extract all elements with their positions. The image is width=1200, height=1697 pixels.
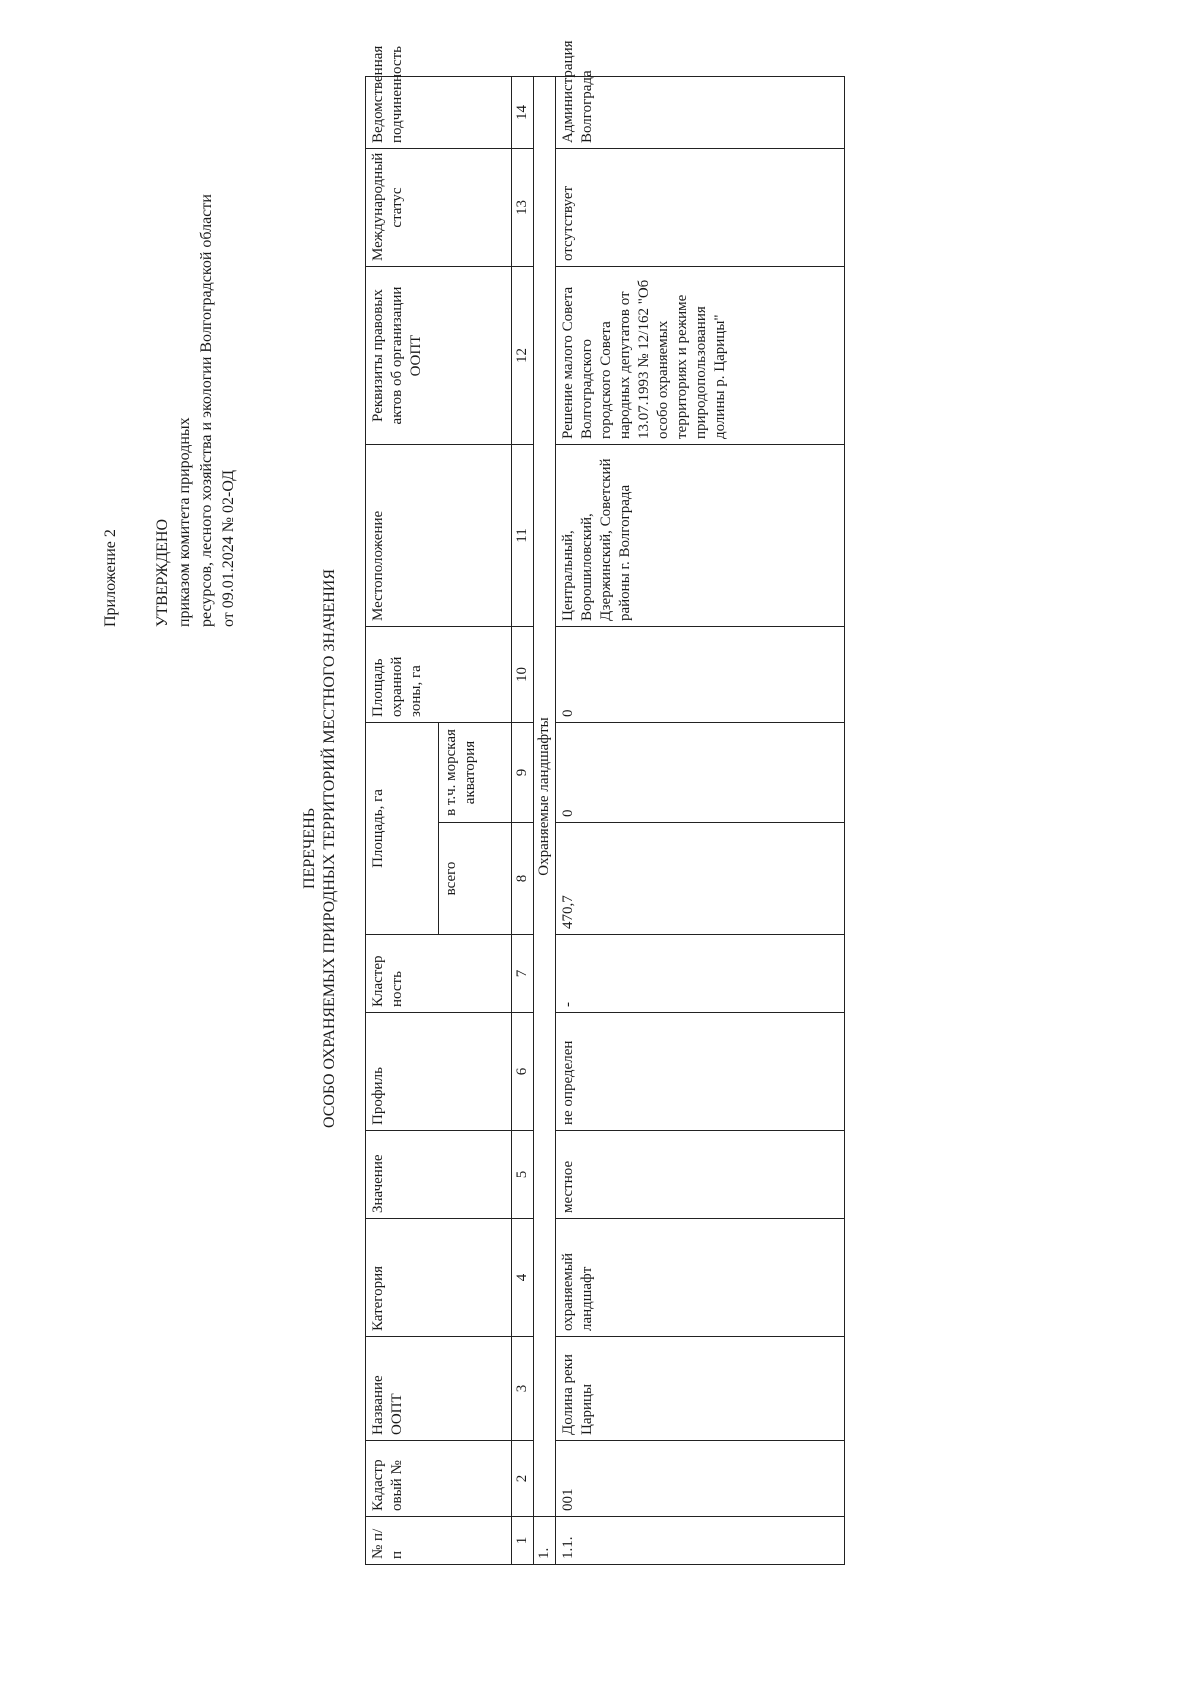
header-area: Площадь, га <box>366 723 439 935</box>
row-buffer-area: 0 <box>556 627 845 723</box>
approval-line: ресурсов, лесного хозяйства и экологии Волгоградской области <box>198 194 215 627</box>
row-location: Центральный, Ворошиловский, Дзержинский, Советский районы г. Волгограда <box>556 445 845 627</box>
column-number: 9 <box>512 723 534 823</box>
header-area-marine: в т.ч. морская акватория <box>439 723 512 823</box>
header-num: № п/п <box>366 1517 512 1565</box>
document-title <box>300 0 340 1697</box>
title-line-1: ПЕРЕЧЕНЬ <box>301 808 318 889</box>
row-name: Долина реки Царицы <box>556 1337 845 1441</box>
header-profile: Профиль <box>366 1013 512 1131</box>
header-name: Название ООПТ <box>366 1337 512 1441</box>
row-legal-acts: Решение малого Совета Волгоградского городского Совета народных депутатов от 13.07.1993 № 12/162 "Об особо охраняемых территориях и режиме природопользования долины р. Царицы" <box>556 267 845 445</box>
appendix-label: Приложение 2 <box>102 529 119 627</box>
row-profile: не определен <box>556 1013 845 1131</box>
header-legal-acts: Реквизиты правовых актов об организации ООПТ <box>366 267 512 445</box>
row-num: 1.1. <box>556 1517 845 1565</box>
column-number: 12 <box>512 267 534 445</box>
column-number: 7 <box>512 935 534 1013</box>
column-number: 5 <box>512 1131 534 1219</box>
header-subordination: Ведомственная подчиненность <box>366 77 512 149</box>
approval-line: приказом комитета природных <box>176 417 193 627</box>
approval-block <box>100 194 240 627</box>
column-number: 1 <box>512 1517 534 1565</box>
row-intl-status: отсутствует <box>556 149 845 267</box>
header-intl-status: Международный статус <box>366 149 512 267</box>
row-category: охраняемый ландшафт <box>556 1219 845 1337</box>
row-cluster: - <box>556 935 845 1013</box>
header-cluster: Кластер ность <box>366 935 512 1013</box>
row-cadastral: 001 <box>556 1441 845 1517</box>
column-number: 4 <box>512 1219 534 1337</box>
column-number: 6 <box>512 1013 534 1131</box>
header-significance: Значение <box>366 1131 512 1219</box>
column-number: 8 <box>512 823 534 935</box>
header-buffer-area: Площадь охранной зоны, га <box>366 627 512 723</box>
header-cadastral: Кадастр овый № <box>366 1441 512 1517</box>
column-number: 13 <box>512 149 534 267</box>
oopt-registry-table <box>365 40 845 1565</box>
column-number: 2 <box>512 1441 534 1517</box>
column-number: 3 <box>512 1337 534 1441</box>
header-area-total: всего <box>439 823 512 935</box>
approval-title: УТВЕРЖДЕНО <box>154 518 171 627</box>
title-line-2: ОСОБО ОХРАНЯЕМЫХ ПРИРОДНЫХ ТЕРРИТОРИЙ МЕСТНОГО ЗНАЧЕНИЯ <box>321 568 338 1129</box>
section-title: Охраняемые ландшафты <box>534 77 556 1517</box>
section-number: 1. <box>534 1517 556 1565</box>
column-number: 11 <box>512 445 534 627</box>
header-category: Категория <box>366 1219 512 1337</box>
row-significance: местное <box>556 1131 845 1219</box>
row-area-total: 470,7 <box>556 823 845 935</box>
row-subordination: Администрация Волгограда <box>556 77 845 149</box>
column-number: 14 <box>512 77 534 149</box>
column-number: 10 <box>512 627 534 723</box>
header-location: Местоположение <box>366 445 512 627</box>
approval-date: от 09.01.2024 № 02-ОД <box>220 469 237 627</box>
row-area-marine: 0 <box>556 723 845 823</box>
table-row <box>556 77 845 1565</box>
